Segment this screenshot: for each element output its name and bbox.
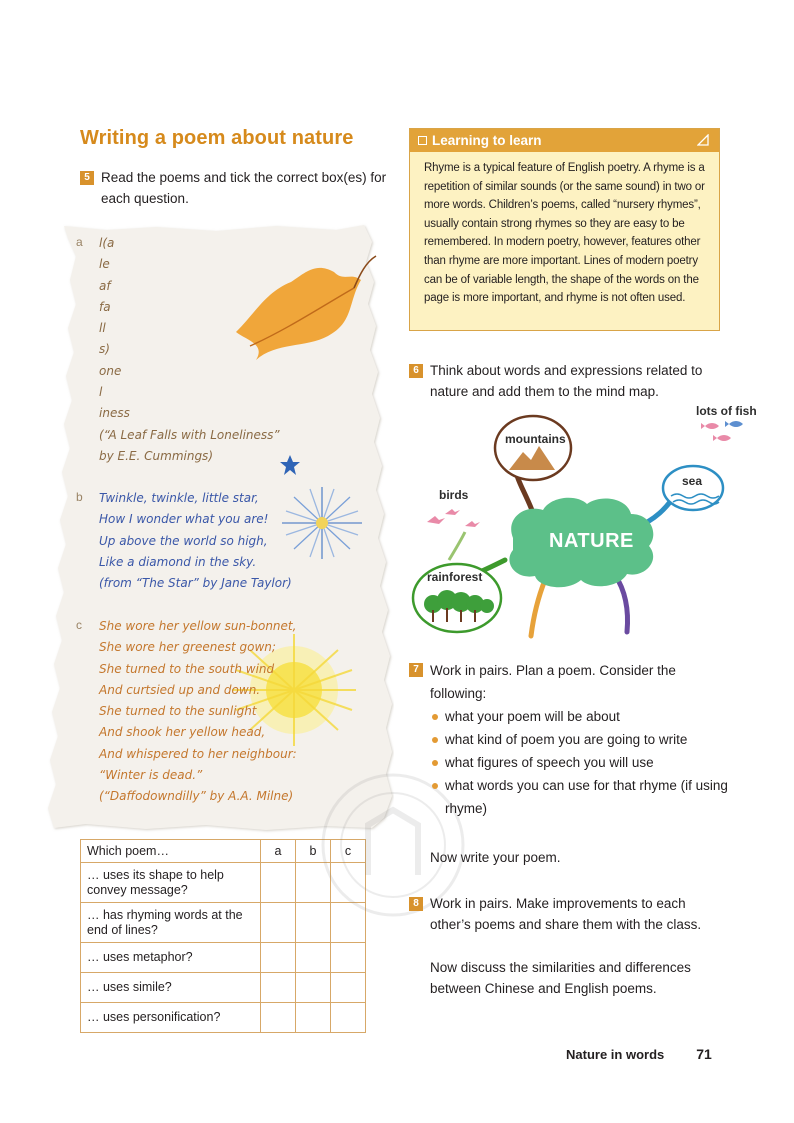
list-item: what figures of speech you will use: [430, 751, 729, 774]
tick-box-a[interactable]: [261, 903, 296, 943]
question-number: 5: [80, 171, 94, 185]
poem-line: And curtsied up and down.: [99, 682, 261, 697]
poems-paper: [46, 222, 394, 834]
poem-line: af: [99, 278, 111, 293]
poem-line: one: [99, 363, 122, 378]
section-title: Writing a poem about nature: [80, 127, 354, 149]
table-question-cell: … uses simile?: [81, 973, 261, 1003]
poem-line: (from “The Star” by Jane Taylor): [99, 576, 292, 591]
table-question-cell: … uses personification?: [81, 1003, 261, 1033]
question-number: 8: [409, 897, 423, 911]
unit-title: Nature in words: [566, 1047, 665, 1062]
poem-line: l(a: [99, 236, 115, 250]
poem-line: And whispered to her neighbour:: [99, 746, 297, 761]
poem-line: iness: [99, 406, 130, 421]
mind-map-graphic: [405, 400, 775, 640]
table-header-c: c: [331, 840, 366, 863]
tick-box-b[interactable]: [296, 973, 331, 1003]
tick-box-b[interactable]: [296, 1003, 331, 1033]
poem-b: [99, 488, 292, 594]
mind-map-node-birds: birds: [439, 488, 469, 502]
mind-map-node-rainforest: rainforest: [427, 570, 483, 584]
learning-to-learn-header: [410, 129, 719, 152]
learning-to-learn-title: Learning to learn: [432, 133, 542, 148]
poem-line: “Winter is dead.”: [99, 768, 203, 783]
poem-line: fa: [99, 299, 111, 314]
poem-line: She wore her greenest gown;: [99, 640, 276, 655]
mind-map-node-lots-of-fish: lots of fish: [696, 404, 757, 418]
poem-line: Up above the world so high,: [99, 533, 268, 548]
mind-map-node-sea: sea: [682, 474, 703, 488]
question-6: [409, 360, 729, 402]
poem-line: (“A Leaf Falls with Loneliness”: [99, 427, 280, 442]
square-icon: [418, 136, 427, 145]
tick-box-c[interactable]: [331, 973, 366, 1003]
table-question-cell: … uses metaphor?: [81, 943, 261, 973]
tick-box-a[interactable]: [261, 943, 296, 973]
birds-icon: [427, 509, 480, 527]
table-row: [81, 1003, 366, 1033]
q8-instruction: Now discuss the similarities and differences between Chinese and English poems.: [430, 960, 691, 996]
fish-icon: [701, 421, 743, 441]
poem-line: Twinkle, twinkle, little star,: [99, 491, 259, 505]
page-number: 71: [696, 1046, 712, 1062]
poem-line: le: [99, 257, 110, 272]
poem-c-label: c: [76, 618, 82, 632]
poem-a-label: a: [76, 235, 83, 249]
table-header-b: b: [296, 840, 331, 863]
poem-line: (“Daffodowndilly” by A.A. Milne): [99, 789, 294, 804]
mind-map-node-mountains: mountains: [505, 432, 566, 446]
question-text: Work in pairs. Make improvements to each other’s poems and share them with the class.: [430, 896, 702, 932]
tick-box-c[interactable]: [331, 1003, 366, 1033]
poem-line: Like a diamond in the sky.: [99, 554, 257, 569]
poem-line: She turned to the south wind: [99, 661, 275, 676]
list-item: what kind of poem you are going to write: [430, 728, 729, 751]
table-header-a: a: [261, 840, 296, 863]
question-number: 7: [409, 663, 423, 677]
question-8: [409, 893, 729, 935]
poem-line: How I wonder what you are!: [99, 512, 269, 527]
table-row: [81, 943, 366, 973]
poem-b-label: b: [76, 490, 83, 504]
tick-box-a[interactable]: [261, 863, 296, 903]
bullet-list: [430, 705, 729, 820]
question-5: [80, 167, 390, 209]
poem-line: And shook her yellow head,: [99, 725, 266, 740]
learning-to-learn-box: [409, 128, 720, 331]
poem-line: s): [99, 342, 110, 357]
poem-line: She wore her yellow sun-bonnet,: [99, 619, 297, 633]
mind-map-center: NATURE: [549, 530, 634, 552]
poem-a: [99, 233, 280, 467]
question-text: Think about words and expressions related to nature and add them to the mind map.: [430, 363, 703, 399]
question-7: [409, 659, 729, 820]
question-text: Work in pairs. Plan a poem. Consider the following:: [430, 663, 676, 701]
tick-box-b[interactable]: [296, 943, 331, 973]
question-text: Read the poems and tick the correct box(es) for each question.: [101, 170, 387, 206]
question-number: 6: [409, 364, 423, 378]
list-item: what words you can use for that rhyme (if using rhyme): [430, 774, 729, 820]
poem-line: ll: [99, 321, 106, 336]
tick-box-c[interactable]: [331, 943, 366, 973]
table-question-cell: … uses its shape to help convey message?: [81, 863, 261, 903]
page-footer: [566, 1046, 712, 1062]
q7-instruction: Now write your poem.: [430, 850, 561, 865]
poem-line: She turned to the sunlight: [99, 704, 257, 719]
tick-box-a[interactable]: [261, 973, 296, 1003]
tick-box-a[interactable]: [261, 1003, 296, 1033]
nature-mind-map: [405, 400, 775, 640]
table-row: [81, 973, 366, 1003]
poem-line: l: [99, 385, 103, 400]
poem-line: by E.E. Cummings): [99, 448, 213, 463]
poem-c: [99, 616, 297, 808]
table-question-cell: … has rhyming words at the end of lines?: [81, 903, 261, 943]
list-item: what your poem will be about: [430, 705, 729, 728]
corner-triangle-icon: [697, 134, 709, 146]
learning-to-learn-body: Rhyme is a typical feature of English poetry. A rhyme is a repetition of similar sounds (or the same sound) in two or more words. Children’s poems, called “nursery rhymes”, usually contain strong rhymes so they are easy to be remembered. In modern poetry, however, features other than rhyme are more important. Lines of modern poetry can be of variable length, the shape of the words on the page is more important, and rhyme is not often used.: [424, 162, 705, 305]
sparkle-icon: [282, 487, 362, 559]
table-header-question: Which poem…: [81, 840, 261, 863]
